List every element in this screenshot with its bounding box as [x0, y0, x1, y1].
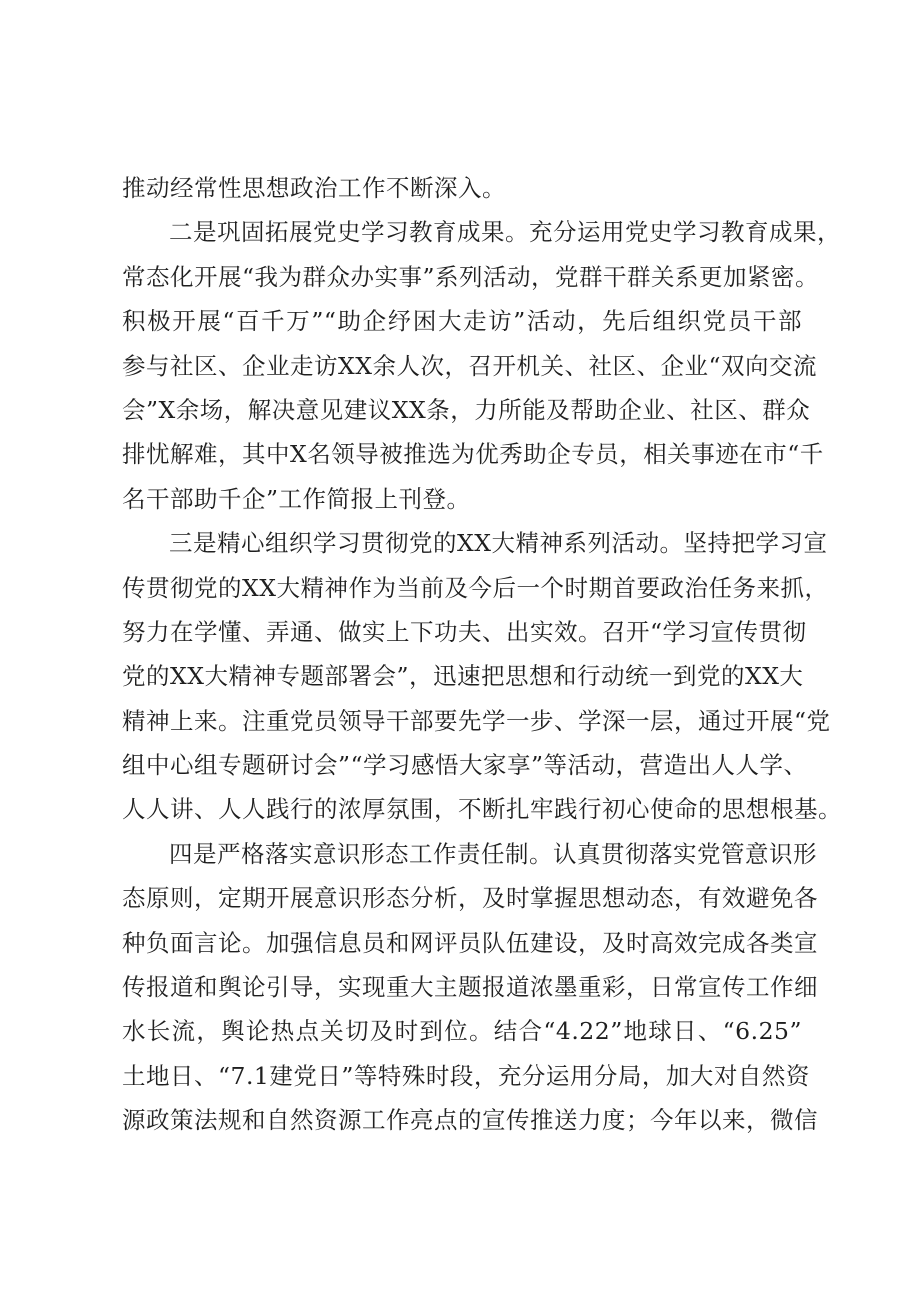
text-line: 积极开展“百千万”“助企纾困大走访”活动，先后组织党员干部 — [122, 307, 802, 336]
text-line: 水长流，舆论热点关切及时到位。结合“4.22”地球日、“6.25” — [122, 1017, 802, 1046]
text-line: 名干部助千企”工作简报上刊登。 — [122, 484, 471, 513]
paragraph-3-heading-line: 三是精心组织学习贯彻党的XX大精神系列活动。坚持把学习宣 — [169, 529, 828, 558]
text-line: 传贯彻党的XX大精神作为当前及今后一个时期首要政治任务来抓， — [122, 573, 829, 602]
text-line: 源政策法规和自然资源工作亮点的宣传推送力度；今年以来，微信 — [122, 1106, 818, 1135]
text-line: 参与社区、企业走访XX余人次，召开机关、社区、企业“双向交流 — [122, 351, 817, 380]
text-line: 推动经常性思想政治工作不断深入。 — [122, 174, 506, 202]
text-line: 种负面言论。加强信息员和网评员队伍建设，及时高效完成各类宣 — [122, 928, 818, 957]
text-line: 党的XX大精神专题部署会”，迅速把思想和行动统一到党的XX大 — [122, 662, 804, 691]
text-line: 会”X余场，解决意见建议XX条，力所能及帮助企业、社区、群众 — [122, 395, 811, 424]
text-line: 传报道和舆论引导，实现重大主题报道浓墨重彩，日常宣传工作细 — [122, 973, 818, 1002]
text-line: 常态化开展“我为群众办实事”系列活动，党群干群关系更加紧密。 — [122, 262, 820, 291]
text-line: 人人讲、人人践行的浓厚氛围，不断扎牢践行初心使命的思想根基。 — [122, 795, 842, 824]
paragraph-4-heading-line: 四是严格落实意识形态工作责任制。认真贯彻落实党管意识形 — [169, 839, 817, 868]
text-line: 排忧解难，其中X名领导被推选为优秀助企专员，相关事迹在市“千 — [122, 440, 824, 469]
body-text — [122, 166, 842, 1143]
text-line: 土地日、“7.1建党日”等特殊时段，充分运用分局，加大对自然资 — [122, 1061, 810, 1090]
paragraph-2-heading-line: 二是巩固拓展党史学习教育成果。充分运用党史学习教育成果， — [169, 218, 841, 247]
text-line: 精神上来。注重党员领导干部要先学一步、学深一层，通过开展“党 — [122, 706, 831, 735]
text-line: 努力在学懂、弄通、做实上下功夫、出实效。召开“学习宣传贯彻 — [122, 617, 807, 646]
text-line: 组中心组专题研讨会”“学习感悟大家享”等活动，营造出人人学、 — [122, 751, 808, 780]
text-line: 态原则，定期开展意识形态分析，及时掌握思想动态，有效避免各 — [122, 884, 818, 913]
